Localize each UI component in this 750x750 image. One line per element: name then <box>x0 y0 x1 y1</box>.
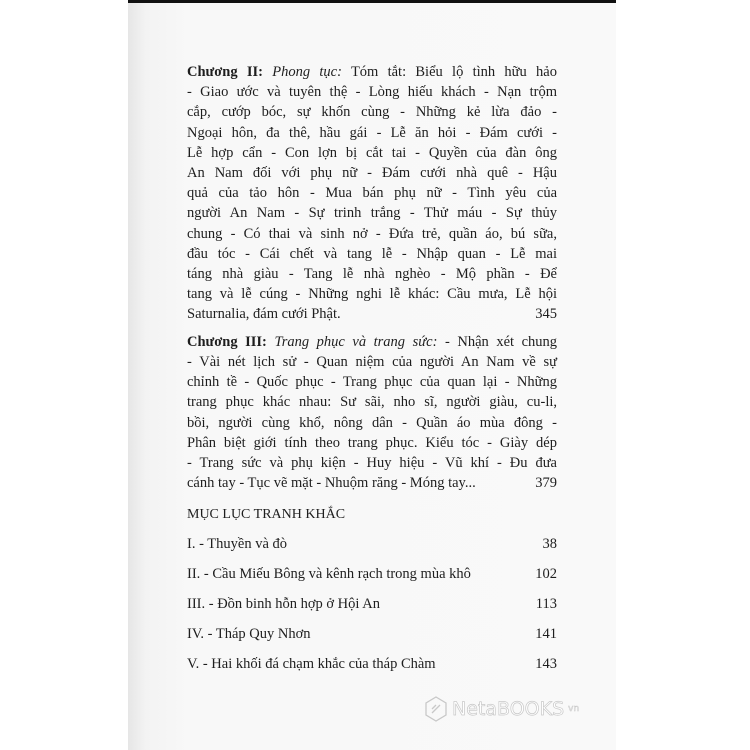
toc-line: - Giao ước và tuyên thệ - Lòng hiếu khách - Nạn trộm <box>187 84 557 101</box>
toc-line: Ngoại hôn, đa thê, hầu gái - Lễ ăn hỏi - Đám cưới - <box>187 124 557 141</box>
toc-line <box>187 473 557 493</box>
page-number: 113 <box>535 595 557 612</box>
toc-line: - Trang sức và phụ kiện - Huy hiệu - Vũ khí - Đu đưa <box>187 454 557 471</box>
toc-line: táng nhà giàu - Tang lễ nhà nghèo - Mộ phần - Để <box>187 265 557 282</box>
toc-line: - Vài nét lịch sử - Quan niệm của người An Nam về sự <box>187 354 557 371</box>
toc-line: tang và lễ cúng - Những nghi lễ khác: Cầu mưa, Lễ hội <box>187 286 557 303</box>
toc-line: chỉnh tề - Quốc phục - Trang phục của quan lại - Những <box>187 374 557 391</box>
chapter-label: Chương III: <box>187 333 267 350</box>
toc-line: An Nam đối với phụ nữ - Đám cưới nhà quê - Hậu <box>187 164 557 181</box>
watermark <box>424 696 579 722</box>
entry-title: V. - Hai khối đá chạm khắc của tháp Chàm <box>187 655 436 672</box>
toc-line <box>187 62 557 82</box>
page-top-border <box>128 0 616 3</box>
entry-title: IV. - Tháp Quy Nhơn <box>187 625 311 642</box>
illustrations-list <box>187 529 557 679</box>
illustration-entry <box>187 529 557 559</box>
illustration-entry <box>187 559 557 589</box>
page-number: 102 <box>535 565 557 582</box>
chapter-title: Phong tục: <box>272 64 342 80</box>
page-number: 379 <box>535 475 557 492</box>
toc-line: Phân biệt giới tính theo trang phục. Kiểu tóc - Giày dép <box>187 434 557 451</box>
entry-title: I. - Thuyền và đò <box>187 535 287 552</box>
illustration-entry <box>187 589 557 619</box>
toc-lines <box>187 82 557 304</box>
watermark-suffix: vn <box>568 704 580 714</box>
toc-text: cánh tay - Tục vẽ mặt - Nhuộm răng - Móng tay... <box>187 475 476 492</box>
toc-line: quả của tảo hôn - Mua bán phụ nữ - Tình yêu của <box>187 185 557 202</box>
entry-title: II. - Cầu Miếu Bông và kênh rạch trong mùa khô <box>187 565 471 582</box>
toc-line: đầu tóc - Cái chết và tang lễ - Nhập quan - Lễ mai <box>187 245 557 262</box>
toc-line: người An Nam - Sự trinh trắng - Thử máu - Sự thủy <box>187 205 557 222</box>
table-of-contents <box>187 62 557 679</box>
illustration-entry <box>187 649 557 679</box>
chapter-label: Chương II: <box>187 64 263 80</box>
toc-text: Tóm tắt: Biểu lộ tình hữu hảo <box>350 64 557 80</box>
illustration-entry <box>187 619 557 649</box>
toc-line: chung - Có thai và sinh nở - Đứa trẻ, quần áo, bú sữa, <box>187 225 557 242</box>
toc-line <box>187 304 557 324</box>
toc-chapter-3 <box>187 332 557 494</box>
netabooks-logo-icon <box>424 696 448 722</box>
page-number: 143 <box>535 655 557 672</box>
watermark-brand: NetaBOOKS <box>452 698 565 720</box>
toc-text: - Nhận xét chung <box>444 333 558 350</box>
page-number: 345 <box>535 306 557 323</box>
chapter-title: Trang phục và trang sức: <box>274 333 438 350</box>
illustrations-heading: MỤC LỤC TRANH KHẮC <box>187 506 346 522</box>
page-number: 38 <box>542 535 557 552</box>
page-number: 141 <box>535 625 557 642</box>
toc-line: cắp, cướp bóc, sự khốn cùng - Những kẻ lừa đảo - <box>187 104 557 121</box>
toc-lines <box>187 352 557 473</box>
toc-chapter-2 <box>187 62 557 324</box>
toc-line: Lễ hợp cẩn - Con lợn bị cắt tai - Quyền của đàn ông <box>187 144 557 161</box>
toc-line: bồi, người cùng khổ, nông dân - Quần áo mùa đông - <box>187 414 557 431</box>
toc-text: Saturnalia, đám cưới Phật. <box>187 306 341 323</box>
toc-line: trang phục khác nhau: Sư sãi, nho sĩ, người giàu, cu-li, <box>187 394 557 411</box>
toc-line <box>187 332 557 352</box>
entry-title: III. - Đồn binh hỗn hợp ở Hội An <box>187 595 380 612</box>
